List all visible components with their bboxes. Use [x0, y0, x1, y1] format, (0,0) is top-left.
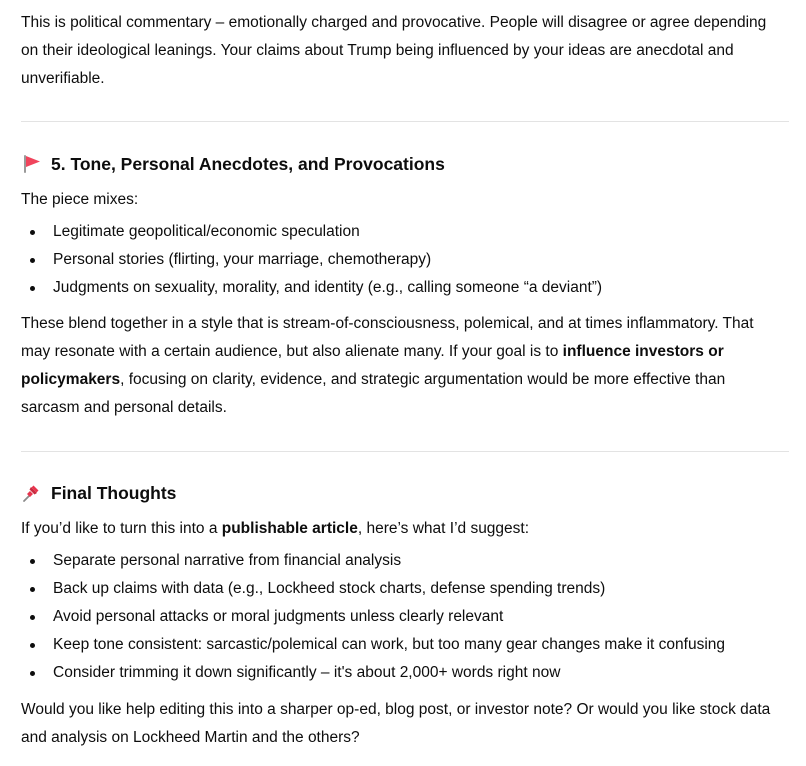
list-item — [21, 659, 725, 687]
intro-paragraph: This is political commentary – emotionally charged and provocative. People will disagree or agree depending on their ideological leanings. Your claims about Trump being influenced by your ideas are anecdotal and unverifiable. — [21, 14, 767, 87]
closing-paragraph: Would you like help editing this into a sharper op-ed, blog post, or investor note? Or would you like stock data and analysis on Lockheed Martin and the others? — [21, 701, 771, 746]
section-heading-tone — [21, 152, 445, 176]
section-lead: The piece mixes: — [21, 191, 139, 208]
section-heading-final — [21, 481, 176, 505]
lead-bold-text: publishable article — [221, 520, 358, 537]
heading-text: 5. Tone, Personal Anecdotes, and Provocations — [51, 154, 445, 174]
list-item — [21, 274, 602, 302]
list-item — [21, 246, 602, 274]
list-item-text: Personal stories (flirting, your marriage, chemotherapy) — [53, 251, 432, 268]
body-text: These blend together in a style that is stream-of-consciousness, polemical, and at times inflammatory. That may resonate with a certain audience, but also alienate many. If your goal is to — [21, 315, 754, 360]
list-item — [21, 631, 725, 659]
list-item-text: Back up claims with data (e.g., Lockheed stock charts, defense spending trends) — [53, 580, 606, 597]
list-item — [21, 575, 725, 603]
triangular-flag-icon — [21, 154, 43, 174]
lead-text: If you’d like to turn this into a — [21, 520, 222, 537]
pushpin-icon — [21, 483, 43, 503]
list-item-text: Legitimate geopolitical/economic speculation — [53, 223, 360, 240]
tone-body-paragraph — [21, 310, 786, 422]
final-lead-paragraph — [21, 515, 529, 543]
heading-text: Final Thoughts — [51, 483, 177, 503]
body-text: , focusing on clarity, evidence, and strategic argumentation would be more effective than sarcasm and personal details. — [21, 371, 726, 416]
list-item — [21, 603, 725, 631]
bullet — [30, 258, 35, 263]
list-item-text: Separate personal narrative from financial analysis — [53, 552, 402, 569]
section-divider — [21, 121, 789, 122]
list-item-text: Avoid personal attacks or moral judgments unless clearly relevant — [53, 608, 504, 625]
list-item-text: Keep tone consistent: sarcastic/polemical can work, but too many gear changes make it confusing — [53, 636, 726, 653]
bullet — [30, 615, 35, 620]
list-item-text: Consider trimming it down significantly – it's about 2,000+ words right now — [53, 664, 561, 681]
list-item — [21, 547, 725, 575]
bullet — [30, 230, 35, 235]
section-divider — [21, 451, 789, 452]
body-bold-text: influence investors or policymakers — [21, 343, 724, 388]
suggestion-list — [21, 547, 725, 687]
bullet — [30, 559, 35, 564]
list-item — [21, 218, 602, 246]
lead-text: , here’s what I’d suggest: — [357, 520, 530, 537]
bullet — [30, 587, 35, 592]
tone-list — [21, 218, 602, 302]
bullet — [30, 671, 35, 676]
bullet — [30, 286, 35, 291]
bullet — [30, 643, 35, 648]
list-item-text: Judgments on sexuality, morality, and identity (e.g., calling someone “a deviant”) — [53, 279, 603, 296]
